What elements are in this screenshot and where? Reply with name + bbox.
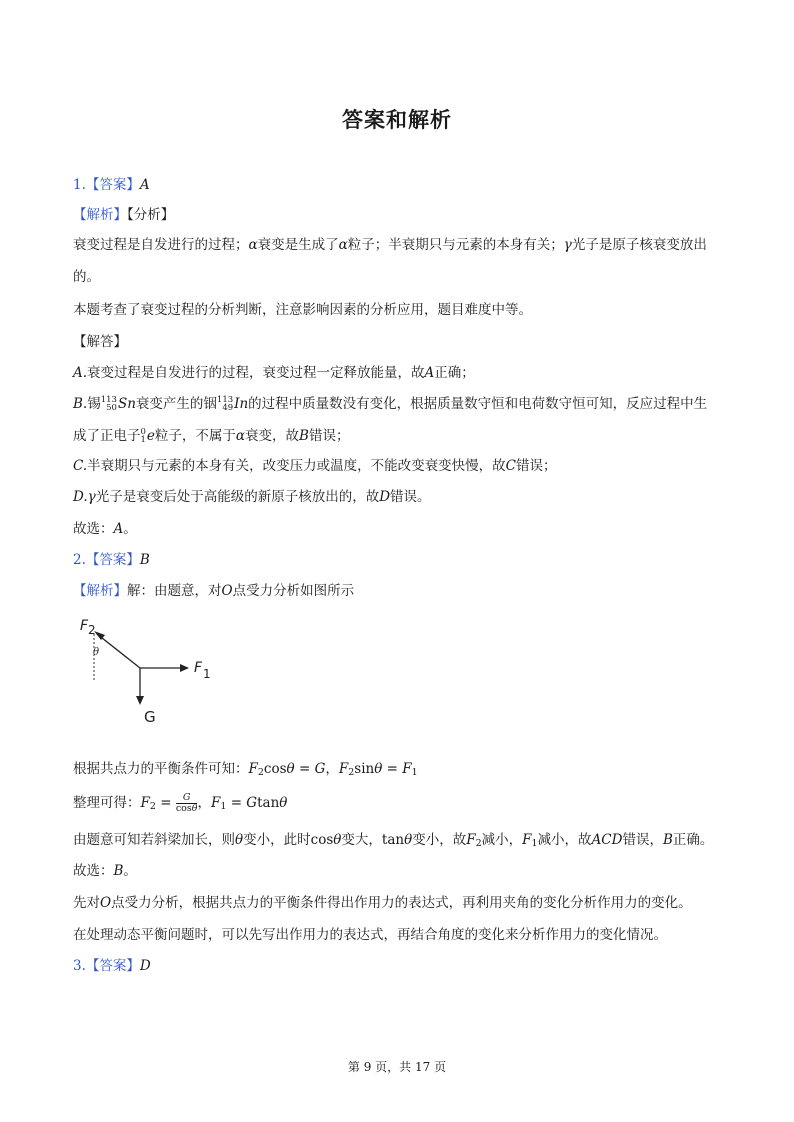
math-text: θ = F bbox=[374, 761, 412, 777]
text: 变小，此时 bbox=[243, 832, 311, 848]
subscript: 1 bbox=[220, 801, 227, 812]
option-label: B. bbox=[73, 396, 88, 412]
text: 故选： bbox=[73, 863, 114, 879]
option-label: D. bbox=[73, 489, 88, 505]
gamma-symbol: γ bbox=[87, 489, 96, 505]
fn-sin: sin bbox=[354, 761, 375, 777]
q3-number: 3. bbox=[73, 958, 86, 974]
text: 衰变过程是自发进行的过程，衰变过程一定释放能量，故 bbox=[87, 365, 425, 381]
q1-option-b-line2 bbox=[73, 427, 349, 445]
text: 先对 bbox=[73, 895, 100, 911]
text: 成了正电子 bbox=[73, 428, 141, 444]
alpha-symbol: α bbox=[338, 237, 348, 253]
fn-cos: cos bbox=[175, 803, 192, 814]
in-symbol: In bbox=[234, 396, 249, 412]
text: 由题意可知若斜梁加长，则 bbox=[73, 832, 235, 848]
text: 故选： bbox=[73, 521, 114, 537]
text: 衰变，故 bbox=[245, 428, 300, 444]
equals: = bbox=[155, 795, 176, 811]
chosen-answer: B bbox=[113, 863, 124, 879]
q1-analysis-tags bbox=[73, 206, 174, 224]
options-acd: ACD bbox=[591, 832, 623, 848]
q2-tag-analysis: 【解析】 bbox=[73, 583, 127, 599]
option-letter: A bbox=[424, 365, 435, 381]
q2-answer-tag: 【答案】 bbox=[85, 552, 140, 568]
text: 光子是衰变后处于高能级的新原子核放出的，故 bbox=[95, 489, 380, 505]
subscript: 1 bbox=[531, 838, 538, 849]
q1-answer-tag: 【答案】 bbox=[85, 177, 140, 193]
sn-nuclide-numbers bbox=[101, 396, 117, 412]
subscript: 1 bbox=[411, 767, 418, 778]
subscript: 2 bbox=[149, 801, 156, 812]
numerator: G bbox=[176, 793, 198, 804]
q1-choose bbox=[73, 520, 137, 538]
positron-symbol: e bbox=[146, 428, 155, 444]
q3-answer-line bbox=[73, 957, 151, 975]
text: 根据共点力的平衡条件可知： bbox=[73, 761, 249, 777]
q1-option-a bbox=[73, 364, 475, 382]
text: 半衰期只与元素的本身有关，改变压力或温度，不能改变衰变快慢，故 bbox=[87, 458, 506, 474]
option-b: B bbox=[662, 832, 673, 848]
text: 衰变产生的铟 bbox=[135, 396, 217, 412]
text: 正确。 bbox=[672, 832, 714, 848]
text: 的。 bbox=[73, 269, 100, 285]
text: 正确； bbox=[434, 365, 475, 381]
point-o: O bbox=[221, 583, 233, 599]
text: 错误； bbox=[308, 428, 350, 444]
text: 点受力分析如图所示 bbox=[232, 583, 355, 599]
q1-analysis-line2 bbox=[73, 268, 100, 286]
q2-answer: B bbox=[139, 552, 150, 568]
q2-reasoning bbox=[73, 831, 713, 853]
sn-symbol: Sn bbox=[117, 396, 136, 412]
var-f: F bbox=[140, 795, 150, 811]
f2-subscript: 2 bbox=[88, 623, 96, 637]
q2-equation-2 bbox=[73, 793, 287, 816]
option-letter: B bbox=[299, 428, 309, 444]
mass-number: 113 bbox=[100, 394, 117, 405]
mass-number: 113 bbox=[216, 394, 234, 405]
q2-answer-line bbox=[73, 551, 150, 569]
page-footer: 第 9 页，共 17 页 bbox=[347, 1060, 447, 1074]
option-label: C. bbox=[73, 458, 88, 474]
text: 错误， bbox=[622, 832, 663, 848]
g-arrowhead bbox=[136, 696, 144, 705]
theta: θ bbox=[279, 795, 288, 811]
fraction bbox=[176, 793, 198, 814]
q1-option-d bbox=[73, 488, 431, 506]
f1-subscript: 1 bbox=[203, 667, 211, 681]
q3-answer: D bbox=[139, 958, 151, 974]
q2-tip: 在处理动态平衡问题时，可以先写出作用力的表达式，再结合角度的变化来分析作用力的变化情况。 bbox=[73, 927, 667, 943]
q3-answer-tag: 【答案】 bbox=[85, 958, 140, 974]
text: 的过程中质量数没有变化，根据质量数守恒和电荷数守恒可知，反应过程中生 bbox=[248, 396, 708, 412]
q1-answer-line bbox=[73, 176, 150, 194]
q1-tag-analysis: 【解析】 bbox=[73, 207, 127, 223]
text: 光子是原子核衰变放出 bbox=[571, 237, 707, 253]
atomic-number: 1 bbox=[140, 434, 146, 445]
text: 粒子，不属于 bbox=[154, 428, 236, 444]
text: 变大， bbox=[341, 832, 382, 848]
theta: θ bbox=[191, 803, 198, 814]
q2-analysis-summary bbox=[73, 894, 692, 912]
fn-tan: tan bbox=[257, 795, 280, 811]
fn-cos: cos bbox=[263, 761, 287, 777]
theta: θ bbox=[333, 832, 342, 848]
q2-choose bbox=[73, 862, 137, 880]
in-nuclide-numbers bbox=[217, 396, 233, 412]
page-title: 答案和解析 bbox=[342, 108, 452, 132]
f1-label: F bbox=[194, 660, 203, 676]
text: 。 bbox=[123, 863, 137, 879]
fn-cos: cos bbox=[310, 832, 334, 848]
f2-vector-line bbox=[97, 634, 140, 668]
q1-answer: A bbox=[139, 177, 150, 193]
gamma-symbol: γ bbox=[563, 237, 572, 253]
option-letter: D bbox=[379, 489, 391, 505]
theta: θ bbox=[404, 832, 413, 848]
text: 减小，故 bbox=[537, 832, 592, 848]
var-f: F bbox=[466, 832, 476, 848]
q1-number: 1. bbox=[73, 177, 86, 193]
text: 减小， bbox=[481, 832, 523, 848]
alpha-symbol: α bbox=[235, 428, 246, 444]
text: 锡 bbox=[87, 396, 101, 412]
f1-arrowhead bbox=[180, 664, 189, 672]
q1-analysis-line1 bbox=[73, 236, 707, 254]
option-letter: C bbox=[505, 458, 516, 474]
fn-tan: tan bbox=[381, 832, 405, 848]
math-text: = G bbox=[226, 795, 258, 811]
subscript: 2 bbox=[257, 767, 264, 778]
text: 错误； bbox=[515, 458, 557, 474]
var-f: F bbox=[522, 832, 532, 848]
text: 衰变是生成了 bbox=[257, 237, 339, 253]
point-o: O bbox=[100, 895, 112, 911]
q1-option-b-line1 bbox=[73, 395, 707, 413]
f2-label: F bbox=[80, 618, 89, 634]
subscript: 2 bbox=[348, 767, 355, 778]
text: 整理可得： bbox=[73, 795, 141, 811]
theta: θ bbox=[235, 832, 244, 848]
g-label: G bbox=[144, 708, 156, 726]
text: 错误。 bbox=[390, 489, 431, 505]
var-f: F bbox=[210, 795, 221, 811]
var-f: F bbox=[248, 761, 258, 777]
atomic-number: 49 bbox=[222, 402, 234, 413]
q2-solution-intro bbox=[73, 582, 354, 600]
q1-summary: 本题考查了衰变过程的分析判断，注意影响因素的分析应用，题目难度中等。 bbox=[73, 302, 532, 318]
separator: ， bbox=[197, 795, 211, 811]
text: 衰变过程是自发进行的过程； bbox=[73, 237, 249, 253]
alpha-symbol: α bbox=[248, 237, 258, 253]
positron-numbers bbox=[141, 428, 146, 444]
text: 点受力分析，根据共点力的平衡条件得出作用力的表达式，再利用夹角的变化分析作用力的变化。 bbox=[111, 895, 692, 911]
mass-number: 0 bbox=[140, 426, 146, 437]
q1-tag-fenxi: 【分析】 bbox=[127, 207, 175, 223]
separator: ， bbox=[325, 761, 339, 777]
atomic-number: 50 bbox=[106, 402, 117, 413]
denominator bbox=[176, 804, 198, 814]
q1-tag-jieda: 【解答】 bbox=[73, 334, 127, 350]
text: 变小，故 bbox=[412, 832, 467, 848]
q2-equation-1 bbox=[73, 760, 418, 782]
text: 解：由题意，对 bbox=[127, 583, 222, 599]
chosen-answer: A bbox=[113, 521, 124, 537]
theta-label: θ bbox=[93, 647, 100, 658]
text: 粒子；半衰期只与元素的本身有关； bbox=[347, 237, 564, 253]
math-text: θ = G bbox=[286, 761, 326, 777]
force-diagram bbox=[72, 610, 222, 730]
var-f: F bbox=[338, 761, 349, 777]
option-label: A. bbox=[73, 365, 88, 381]
text: 。 bbox=[123, 521, 137, 537]
q2-number: 2. bbox=[73, 552, 86, 568]
subscript: 2 bbox=[475, 838, 482, 849]
q1-option-c bbox=[73, 457, 556, 475]
